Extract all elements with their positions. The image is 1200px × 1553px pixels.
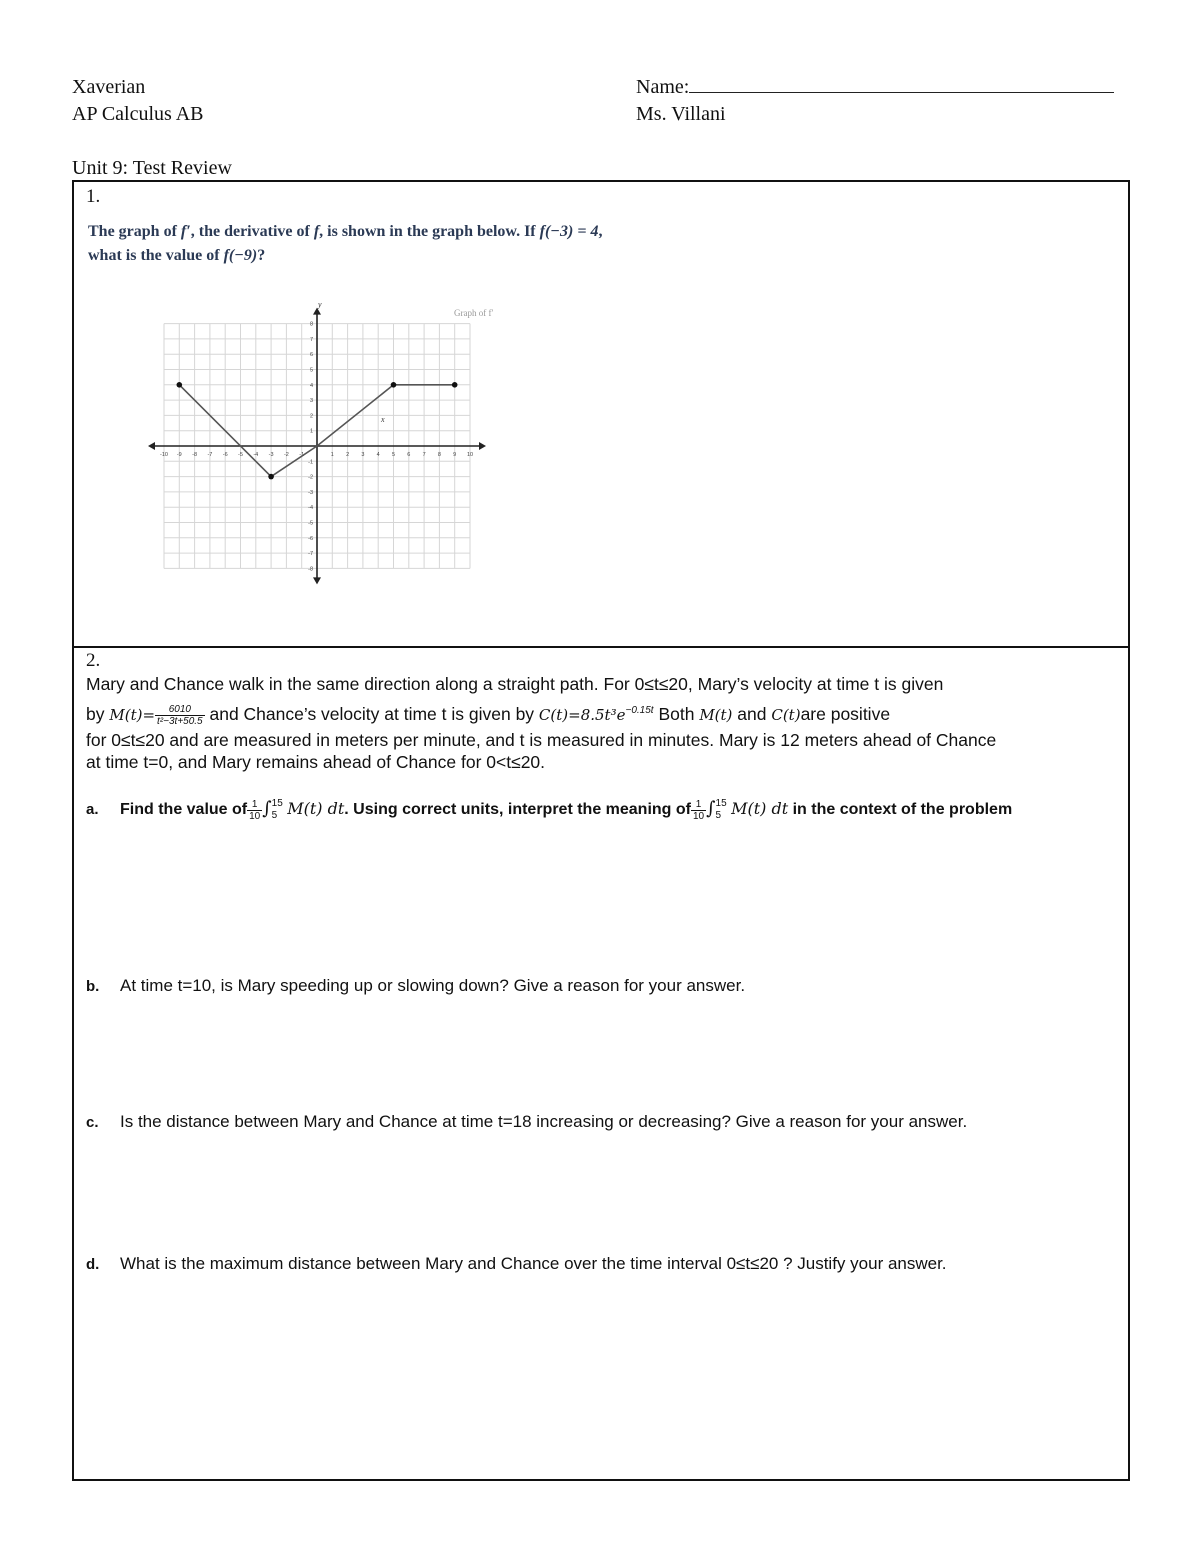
x-tick-label: -5 — [238, 452, 243, 458]
upper-limit-2: 15 — [715, 798, 727, 809]
x-tick-label: 1 — [330, 452, 334, 458]
x-tick-label: 2 — [346, 452, 350, 458]
fprime-point — [177, 382, 183, 388]
part-d-label: d. — [86, 1256, 100, 1273]
y-tick-label: 1 — [309, 428, 313, 435]
y-tick-label: 7 — [309, 336, 313, 343]
y-axis-arrow-down — [313, 577, 321, 584]
problem-2-number: 2. — [86, 650, 101, 671]
mary-velocity-fn: M(t)= — [109, 705, 156, 724]
problem-1-line-1 — [88, 220, 602, 244]
problem-2-line-2 — [86, 697, 1114, 729]
q1-fprime: f′ — [180, 223, 191, 240]
y-tick-label: -1 — [308, 459, 313, 466]
x-tick-label: -6 — [222, 452, 228, 458]
y-tick-label: -4 — [308, 505, 313, 512]
part-a-text-1: Find the value of — [120, 801, 248, 819]
school-name: Xaverian — [72, 76, 146, 98]
p2-positive: are positive — [800, 703, 891, 724]
part-d — [86, 1254, 947, 1274]
frac-den-2: 10 — [693, 810, 705, 822]
y-tick-label: -7 — [308, 551, 313, 558]
part-d-text: What is the maximum distance between Mary and Chance over the time interval 0≤t≤20 ? Justify your answer. — [120, 1254, 947, 1273]
q1-given: f(−3) = 4 — [539, 223, 599, 240]
x-tick-label: 3 — [361, 452, 365, 458]
part-a-label: a. — [86, 801, 99, 819]
p2-both: Both — [653, 703, 700, 724]
x-tick-label: 6 — [407, 452, 411, 458]
y-axis-label: y — [318, 300, 322, 309]
frac-num-2: 1 — [691, 799, 706, 811]
part-a-text-3: in the context of the problem — [788, 801, 1013, 819]
q1-text-b: , the derivative of — [190, 223, 314, 240]
name-field[interactable] — [636, 74, 1114, 100]
x-tick-label: -8 — [192, 452, 198, 458]
p2-and: and — [732, 703, 772, 724]
frac-den: 10 — [249, 810, 261, 822]
mary-fn-short: M(t) — [699, 705, 733, 724]
q1-text-c: , is shown in the graph below. If — [319, 223, 540, 240]
x-tick-label: -7 — [207, 452, 213, 458]
mary-frac-num: 6010 — [155, 704, 205, 716]
x-tick-label: -2 — [283, 452, 289, 458]
problem-1-question — [88, 220, 602, 268]
part-a-text-2: . Using correct units, interpret the meaning of — [344, 801, 691, 819]
x-tick-label: 10 — [466, 452, 474, 458]
p2-mid: and Chance’s velocity at time t is given by — [204, 703, 539, 724]
part-a-fraction-1 — [247, 799, 262, 822]
x-tick-label: -4 — [253, 452, 259, 458]
problem-1-box — [72, 180, 1130, 648]
q1-text-a: The graph of — [88, 223, 181, 240]
y-tick-label: -3 — [308, 489, 313, 496]
problem-1-line-2 — [88, 244, 602, 268]
p2-by: by — [86, 703, 110, 724]
part-a-fraction-2 — [691, 799, 706, 822]
part-b-text: At time t=10, is Mary speeding up or slowing down? Give a reason for your answer. — [120, 976, 746, 995]
course-name: AP Calculus AB — [72, 103, 204, 125]
y-tick-label: 5 — [309, 367, 313, 374]
integral-sign: ∫ — [262, 798, 272, 820]
x-tick-label: -1 — [299, 452, 305, 458]
part-a — [86, 798, 1012, 822]
problem-2-line-4: at time t=0, and Mary remains ahead of Chance for 0<t≤20. — [86, 752, 546, 772]
part-c-label: c. — [86, 1114, 99, 1131]
problem-1-number: 1. — [86, 186, 101, 207]
integrand-2: M(t) dt — [731, 799, 789, 819]
q1-text-d: , — [598, 223, 603, 240]
chance-exponent: −0.15t — [625, 705, 654, 716]
x-axis-arrow-right — [479, 442, 486, 450]
chance-velocity-fn: C(t)=8.5t³e — [538, 705, 626, 724]
part-b-label: b. — [86, 978, 100, 995]
x-tick-label: 5 — [391, 452, 396, 458]
x-tick-label: -3 — [268, 452, 274, 458]
x-tick-label: 4 — [376, 452, 380, 458]
mary-velocity-fraction — [155, 704, 205, 727]
derivative-graph — [144, 294, 584, 599]
x-axis-label: x — [381, 415, 385, 424]
y-tick-label: 2 — [309, 413, 313, 420]
x-axis-arrow-left — [148, 442, 155, 450]
x-tick-label: 8 — [437, 452, 441, 458]
integral-sign-2: ∫ — [706, 798, 716, 820]
y-tick-label: 4 — [309, 382, 313, 389]
y-tick-label: -6 — [308, 535, 313, 542]
name-label: Name: — [636, 76, 690, 98]
x-tick-label: -10 — [160, 452, 168, 458]
unit-title: Unit 9: Test Review — [72, 157, 232, 179]
problem-2-line-1: Mary and Chance walk in the same direction along a straight path. For 0≤t≤20, Mary’s velocity at time t is given — [86, 674, 944, 694]
y-tick-label: -5 — [308, 520, 313, 527]
x-tick-label: -9 — [176, 452, 182, 458]
fprime-point — [452, 382, 458, 388]
y-tick-label: 6 — [309, 352, 313, 359]
problem-2-box — [72, 646, 1130, 1481]
lower-limit-2: 5 — [715, 810, 722, 821]
part-c — [86, 1112, 967, 1132]
integrand: M(t) dt — [287, 799, 345, 819]
y-tick-label: 8 — [309, 321, 313, 328]
q1-ask: f(−9) — [223, 247, 258, 264]
y-tick-label: -2 — [308, 474, 313, 481]
integral-limits — [272, 798, 283, 822]
x-tick-label: 9 — [453, 452, 457, 458]
q1-text-e: what is the value of — [88, 247, 224, 264]
frac-num: 1 — [247, 799, 262, 811]
chance-fn-short: C(t) — [771, 705, 801, 724]
problem-2-line-3: for 0≤t≤20 and are measured in meters per minute, and t is measured in minutes. Mary is 12 meters ahead of Chance — [86, 730, 997, 750]
fprime-point — [268, 474, 274, 480]
integral-limits-2 — [716, 798, 727, 822]
fprime-point — [391, 382, 397, 388]
x-tick-label: 7 — [422, 452, 426, 458]
teacher-name: Ms. Villani — [636, 103, 726, 125]
mary-frac-den: t²−3t+50.5 — [157, 715, 203, 727]
upper-limit: 15 — [271, 798, 283, 809]
part-c-text: Is the distance between Mary and Chance at time t=18 increasing or decreasing? Give a reason for your answer. — [120, 1112, 968, 1131]
y-tick-label: 3 — [309, 398, 313, 405]
part-b — [86, 976, 745, 996]
lower-limit: 5 — [271, 810, 278, 821]
graph-title: Graph of f′ — [454, 308, 494, 318]
q1-f: f — [313, 223, 320, 240]
y-tick-label: -8 — [308, 566, 313, 573]
q1-text-f: ? — [257, 247, 266, 264]
name-blank-line[interactable] — [689, 74, 1114, 93]
